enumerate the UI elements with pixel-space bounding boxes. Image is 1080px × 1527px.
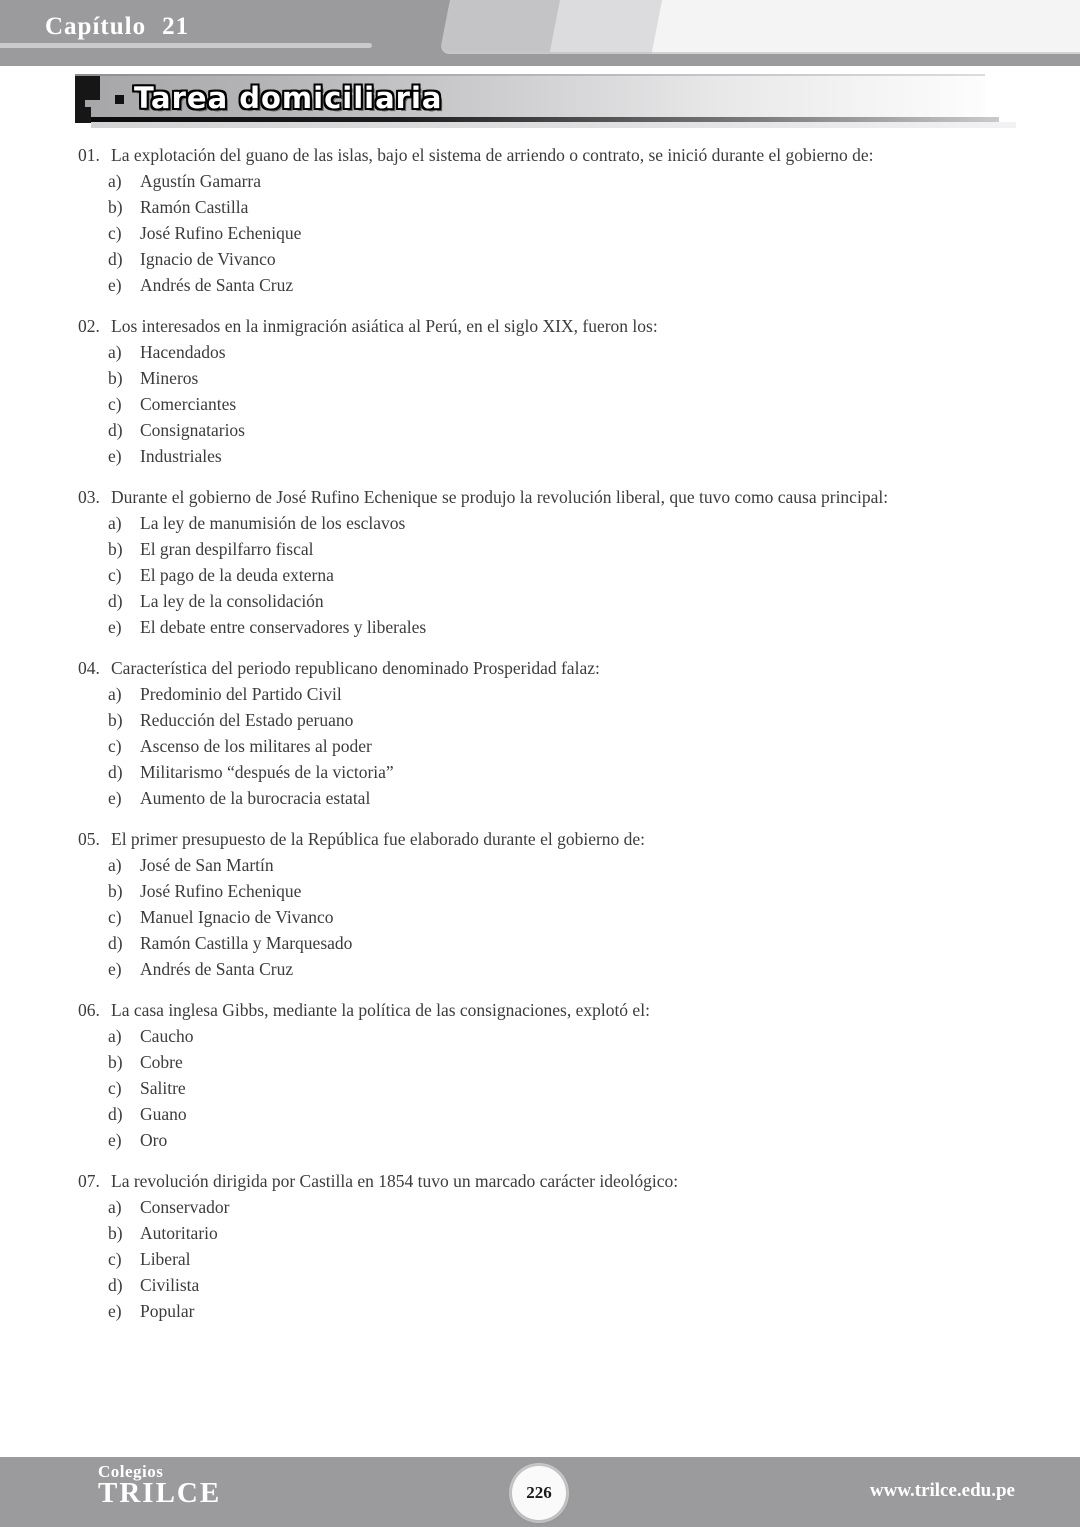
page-number-seal [512, 1466, 566, 1520]
page-footer [0, 1457, 1080, 1527]
option-item [108, 417, 1030, 443]
option-letter: e) [108, 788, 122, 808]
option-letter: c) [108, 1078, 122, 1098]
option-letter: a) [108, 342, 122, 362]
option-text: Predominio del Partido Civil [140, 684, 342, 704]
question-block [78, 997, 1030, 1153]
option-item [108, 1075, 1030, 1101]
question-number: 06. [78, 1000, 100, 1020]
option-letter: d) [108, 420, 123, 440]
option-text: Popular [140, 1301, 195, 1321]
option-item [108, 733, 1030, 759]
option-item [108, 930, 1030, 956]
option-letter: c) [108, 1249, 122, 1269]
option-text: Agustín Gamarra [140, 171, 262, 191]
option-item [108, 168, 1030, 194]
options-list [78, 1194, 1030, 1324]
option-text: Ramón Castilla y Marquesado [140, 933, 353, 953]
option-letter: d) [108, 933, 123, 953]
question-block [78, 313, 1030, 469]
chapter-title [45, 13, 189, 41]
option-letter: d) [108, 591, 123, 611]
question-block [78, 655, 1030, 811]
option-text: Industriales [140, 446, 222, 466]
question-line [78, 997, 1030, 1023]
option-item [108, 759, 1030, 785]
question-number: 05. [78, 829, 100, 849]
option-text: Salitre [140, 1078, 186, 1098]
option-letter: b) [108, 710, 123, 730]
option-text: Comerciantes [140, 394, 237, 414]
option-text: Andrés de Santa Cruz [140, 275, 294, 295]
chapter-number: 21 [162, 13, 190, 40]
option-letter: b) [108, 1223, 123, 1243]
page-number: 226 [526, 1483, 552, 1502]
option-letter: d) [108, 762, 123, 782]
option-text: Manuel Ignacio de Vivanco [140, 907, 334, 927]
question-line [78, 313, 1030, 339]
options-list [78, 1023, 1030, 1153]
option-text: Ascenso de los militares al poder [140, 736, 372, 756]
option-letter: b) [108, 368, 123, 388]
question-text: La explotación del guano de las islas, bajo el sistema de arriendo o contrato, se inició durante el gobierno de: [111, 145, 874, 165]
option-letter: e) [108, 275, 122, 295]
question-text: Durante el gobierno de José Rufino Echenique se produjo la revolución liberal, que tuvo como causa principal: [111, 487, 889, 507]
option-letter: e) [108, 617, 122, 637]
option-text: La ley de manumisión de los esclavos [140, 513, 406, 533]
question-text: Los interesados en la inmigración asiática al Perú, en el siglo XIX, fueron los: [111, 316, 658, 336]
option-text: Autoritario [140, 1223, 218, 1243]
chapter-label: Capítulo [45, 13, 147, 40]
question-number: 02. [78, 316, 100, 336]
option-letter: a) [108, 855, 122, 875]
option-letter: d) [108, 249, 123, 269]
option-item [108, 1298, 1030, 1324]
question-line [78, 826, 1030, 852]
option-item [108, 1049, 1030, 1075]
option-item [108, 904, 1030, 930]
header-diagonal-band-1 [440, 0, 560, 52]
option-item [108, 588, 1030, 614]
section-title: Tarea domiciliaria [134, 81, 443, 115]
question-text: El primer presupuesto de la República fue elaborado durante el gobierno de: [111, 829, 646, 849]
question-number: 03. [78, 487, 100, 507]
option-item [108, 220, 1030, 246]
option-item [108, 443, 1030, 469]
question-block [78, 1168, 1030, 1324]
option-item [108, 194, 1030, 220]
option-item [108, 391, 1030, 417]
option-text: Ignacio de Vivanco [140, 249, 276, 269]
option-letter: b) [108, 1052, 123, 1072]
option-text: Reducción del Estado peruano [140, 710, 354, 730]
options-list [78, 852, 1030, 982]
option-text: Liberal [140, 1249, 191, 1269]
question-block [78, 826, 1030, 982]
options-list [78, 510, 1030, 640]
option-letter: d) [108, 1104, 123, 1124]
option-letter: a) [108, 513, 122, 533]
option-letter: c) [108, 394, 122, 414]
options-list [78, 681, 1030, 811]
option-item [108, 785, 1030, 811]
header-diagonal-band-2 [550, 0, 662, 52]
brand-logo [98, 1462, 221, 1510]
option-letter: c) [108, 736, 122, 756]
option-text: Guano [140, 1104, 187, 1124]
option-letter: e) [108, 1301, 122, 1321]
banner-drop-shadow [91, 122, 1016, 128]
option-letter: e) [108, 1130, 122, 1150]
question-block [78, 484, 1030, 640]
option-item [108, 536, 1030, 562]
options-list [78, 339, 1030, 469]
option-item [108, 852, 1030, 878]
option-text: Aumento de la burocracia estatal [140, 788, 371, 808]
questions-list [0, 142, 1080, 1339]
question-line [78, 484, 1030, 510]
option-letter: b) [108, 881, 123, 901]
option-item [108, 246, 1030, 272]
option-text: Cobre [140, 1052, 183, 1072]
option-item [108, 956, 1030, 982]
option-item [108, 1127, 1030, 1153]
option-text: Hacendados [140, 342, 226, 362]
brand-logo-top: Colegios [98, 1462, 164, 1481]
option-text: Mineros [140, 368, 199, 388]
banner-black-square-bottom [75, 107, 91, 123]
option-item [108, 1220, 1030, 1246]
question-text: La revolución dirigida por Castilla en 1854 tuvo un marcado carácter ideológico: [111, 1171, 679, 1191]
option-text: José Rufino Echenique [140, 223, 302, 243]
option-item [108, 1194, 1030, 1220]
option-letter: c) [108, 907, 122, 927]
question-line [78, 1168, 1030, 1194]
option-text: El pago de la deuda externa [140, 565, 334, 585]
option-text: Consignatarios [140, 420, 245, 440]
option-letter: a) [108, 684, 122, 704]
option-text: Andrés de Santa Cruz [140, 959, 294, 979]
option-item [108, 878, 1030, 904]
option-letter: d) [108, 1275, 123, 1295]
option-text: El gran despilfarro fiscal [140, 539, 314, 559]
option-letter: b) [108, 197, 123, 217]
option-text: El debate entre conservadores y liberales [140, 617, 427, 637]
option-item [108, 272, 1030, 298]
option-item [108, 614, 1030, 640]
question-block [78, 142, 1030, 298]
option-letter: e) [108, 959, 122, 979]
option-letter: a) [108, 171, 122, 191]
question-number: 07. [78, 1171, 100, 1191]
option-text: Civilista [140, 1275, 200, 1295]
option-text: José de San Martín [140, 855, 274, 875]
question-line [78, 655, 1030, 681]
website-url: www.trilce.edu.pe [869, 1480, 1015, 1501]
question-text: Característica del periodo republicano denominado Prosperidad falaz: [111, 658, 600, 678]
option-item [108, 681, 1030, 707]
banner-content [115, 74, 442, 122]
option-item [108, 339, 1030, 365]
option-text: Conservador [140, 1197, 230, 1217]
option-item [108, 562, 1030, 588]
header-diagonal-band-3 [652, 0, 1080, 52]
question-number: 01. [78, 145, 100, 165]
chapter-title-underline [0, 43, 372, 48]
option-text: Ramón Castilla [140, 197, 249, 217]
option-letter: e) [108, 446, 122, 466]
question-line [78, 142, 1030, 168]
option-item [108, 510, 1030, 536]
option-item [108, 365, 1030, 391]
option-text: Militarismo “después de la victoria” [140, 762, 394, 782]
option-letter: c) [108, 223, 122, 243]
option-letter: a) [108, 1197, 122, 1217]
option-letter: a) [108, 1026, 122, 1046]
question-number: 04. [78, 658, 100, 678]
option-item [108, 1246, 1030, 1272]
section-banner [75, 74, 985, 122]
option-text: La ley de la consolidación [140, 591, 324, 611]
options-list [78, 168, 1030, 298]
option-letter: c) [108, 565, 122, 585]
option-item [108, 1272, 1030, 1298]
option-item [108, 1101, 1030, 1127]
brand-logo-name: TRILCE [98, 1477, 222, 1509]
bullet-square-icon [115, 95, 124, 104]
option-text: José Rufino Echenique [140, 881, 302, 901]
option-letter: b) [108, 539, 123, 559]
chapter-header [0, 0, 1080, 66]
option-item [108, 707, 1030, 733]
option-item [108, 1023, 1030, 1049]
question-text: La casa inglesa Gibbs, mediante la política de las consignaciones, explotó el: [111, 1000, 650, 1020]
option-text: Caucho [140, 1026, 194, 1046]
option-text: Oro [140, 1130, 168, 1150]
